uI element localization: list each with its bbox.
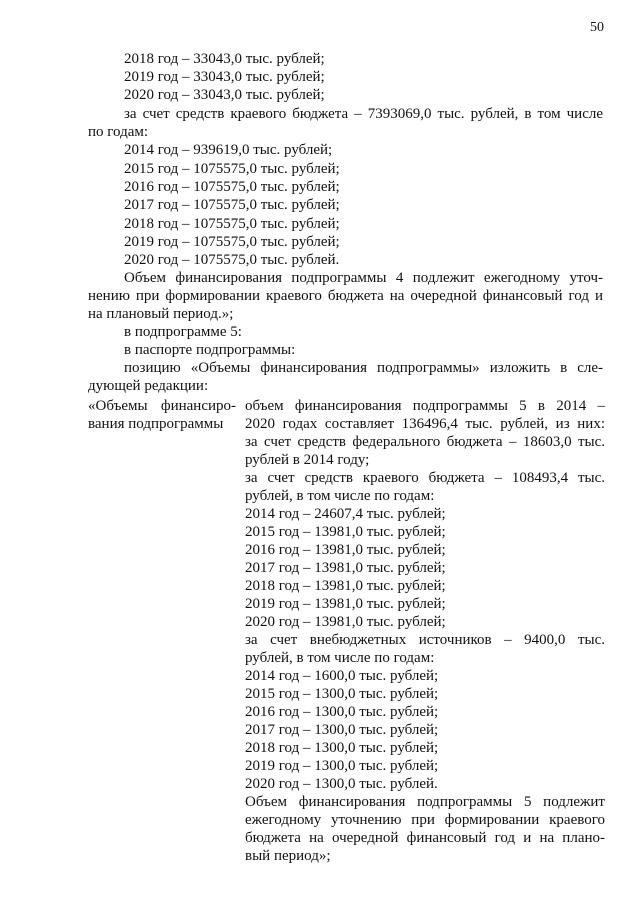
year-line: 2014 год – 939619,0 тыс. рублей; xyxy=(124,142,333,158)
table-right-line: ежегодному уточнению при формировании краевого xyxy=(245,812,605,828)
table-right-line: 2014 год – 1600,0 тыс. рублей; xyxy=(245,668,439,684)
table-right-line: рублей, в том числе по годам: xyxy=(245,650,435,666)
year-line: 2016 год – 1075575,0 тыс. рублей; xyxy=(124,179,340,195)
table-right-line: 2017 год – 13981,0 тыс. рублей; xyxy=(245,560,446,576)
table-right-line: за счет внебюджетных источников – 9400,0 тыс. xyxy=(245,632,605,648)
volume-paragraph-line: нению при формировании краевого бюджета на очередной финансовый год и xyxy=(88,288,603,304)
table-right-line: 2017 год – 1300,0 тыс. рублей; xyxy=(245,722,439,738)
table-right-line: 2020 год – 13981,0 тыс. рублей; xyxy=(245,614,446,630)
table-right-line: за счет средств федерального бюджета – 18603,0 тыс. xyxy=(245,434,605,450)
position-paragraph-line: позицию «Объемы финансирования подпрограммы» изложить в сле- xyxy=(124,360,603,376)
table-left-label: вания подпрограммы xyxy=(88,416,224,432)
table-left-label: «Объемы финансиро- xyxy=(88,398,236,414)
table-right-line: рублей в 2014 году; xyxy=(245,452,370,468)
table-right-line: 2016 год – 13981,0 тыс. рублей; xyxy=(245,542,446,558)
year-line: 2018 год – 33043,0 тыс. рублей; xyxy=(124,51,325,67)
year-line: 2017 год – 1075575,0 тыс. рублей; xyxy=(124,197,340,213)
table-right-line: 2016 год – 1300,0 тыс. рублей; xyxy=(245,704,439,720)
year-line: 2018 год – 1075575,0 тыс. рублей; xyxy=(124,216,340,232)
passport-heading: в паспорте подпрограммы: xyxy=(124,342,296,358)
table-right-line: 2020 год – 1300,0 тыс. рублей. xyxy=(245,776,438,792)
table-right-line: 2015 год – 1300,0 тыс. рублей; xyxy=(245,686,439,702)
table-right-line: рублей, в том числе по годам: xyxy=(245,488,435,504)
year-line: 2019 год – 1075575,0 тыс. рублей; xyxy=(124,234,340,250)
year-line: 2019 год – 33043,0 тыс. рублей; xyxy=(124,69,325,85)
table-right-line: Объем финансирования подпрограммы 5 подлежит xyxy=(245,794,605,810)
regional-budget-intro: за счет средств краевого бюджета – 7393069,0 тыс. рублей, в том числе xyxy=(124,106,603,122)
table-right-line: бюджета на очередной финансовый год и на плано- xyxy=(245,830,605,846)
table-right-line: 2018 год – 1300,0 тыс. рублей; xyxy=(245,740,439,756)
page-number: 50 xyxy=(590,20,604,35)
table-right-line: 2019 год – 1300,0 тыс. рублей; xyxy=(245,758,439,774)
table-right-line: 2018 год – 13981,0 тыс. рублей; xyxy=(245,578,446,594)
position-paragraph-line: дующей редакции: xyxy=(88,378,209,394)
table-right-line: 2014 год – 24607,4 тыс. рублей; xyxy=(245,506,446,522)
regional-budget-intro-cont: по годам: xyxy=(88,124,149,140)
table-right-line: вый период»; xyxy=(245,848,331,864)
table-right-line: 2015 год – 13981,0 тыс. рублей; xyxy=(245,524,446,540)
table-right-line: объем финансирования подпрограммы 5 в 2014 – xyxy=(245,398,605,414)
year-line: 2020 год – 1075575,0 тыс. рублей. xyxy=(124,252,340,268)
year-line: 2020 год – 33043,0 тыс. рублей; xyxy=(124,87,325,103)
volume-paragraph-line: на плановый период.»; xyxy=(88,306,234,322)
volume-paragraph-line: Объем финансирования подпрограммы 4 подлежит ежегодному уточ- xyxy=(124,270,603,286)
year-line: 2015 год – 1075575,0 тыс. рублей; xyxy=(124,161,340,177)
table-right-line: 2019 год – 13981,0 тыс. рублей; xyxy=(245,596,446,612)
table-right-line: 2020 годах составляет 136496,4 тыс. рублей, из них: xyxy=(245,416,605,432)
table-right-line: за счет средств краевого бюджета – 108493,4 тыс. xyxy=(245,470,605,486)
subprogram-5-heading: в подпрограмме 5: xyxy=(124,324,242,340)
